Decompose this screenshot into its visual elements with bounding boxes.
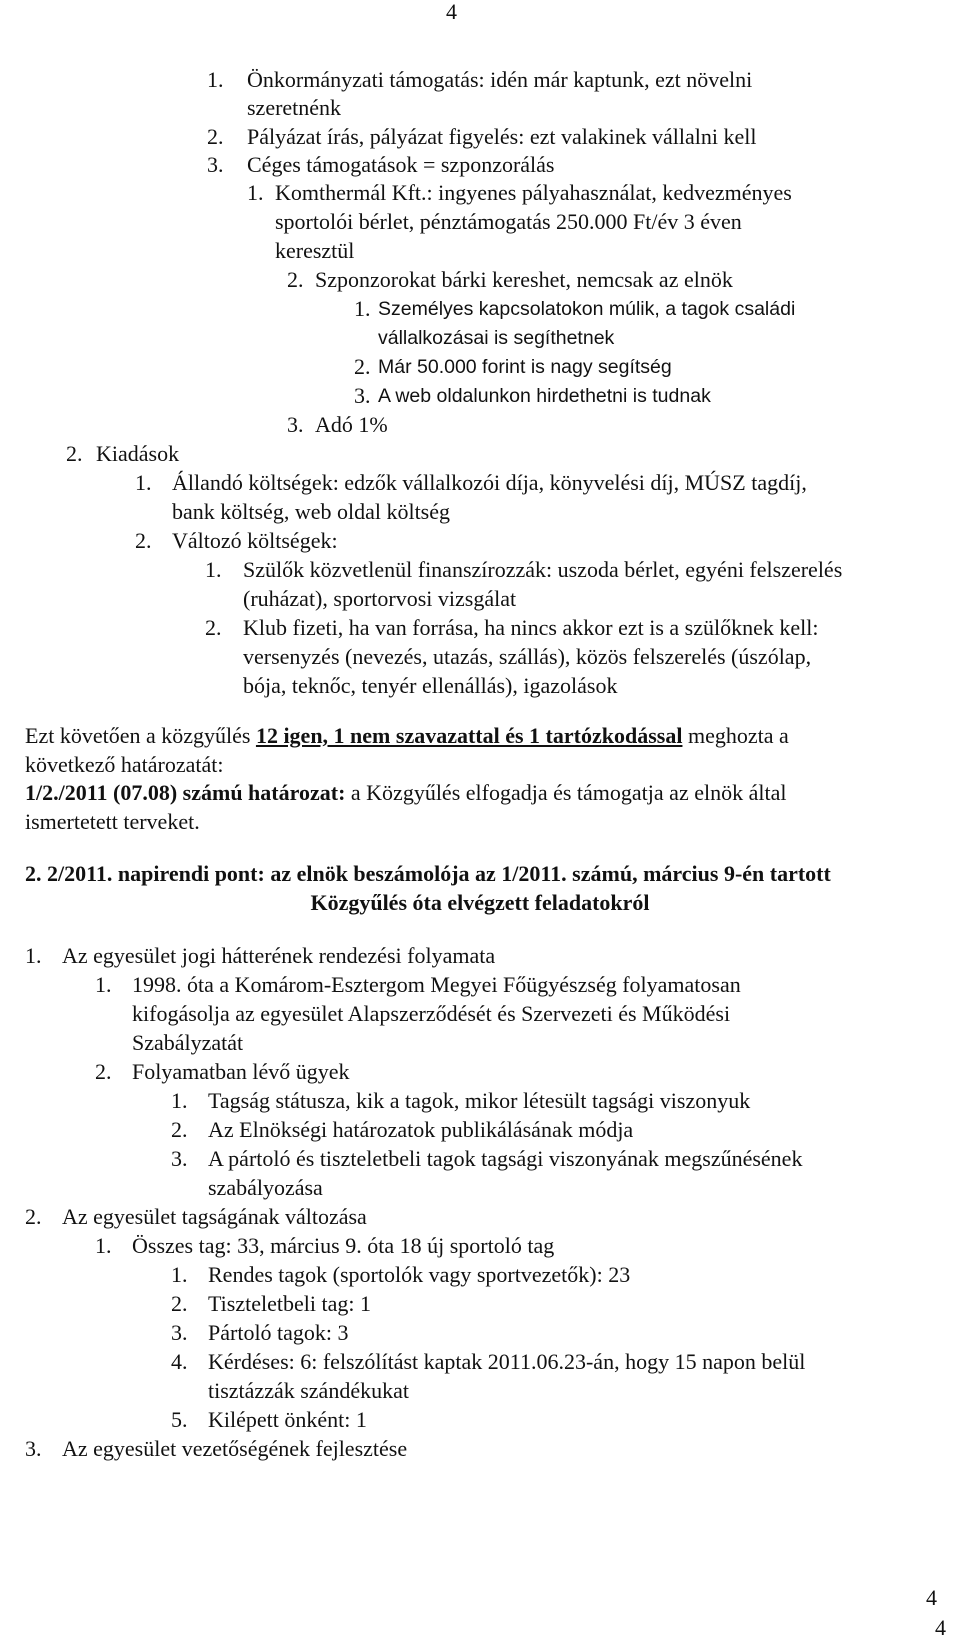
vote-paragraph: Ezt követően a közgyűlés 12 igen, 1 nem szavazattal és 1 tartózkodással meghozta a következő határozatát: <box>25 723 789 777</box>
page-number-footer: 4 <box>935 1615 946 1640</box>
document-page: 4 1. Önkormányzati támogatás: idén már kaptunk, ezt növelni szeretnénk 2. Pályázat írás, pályázat figyelés: ezt valakinek vállalni kell 3. Céges támogatások = szponzorálás 1. Komthermál Kft.: ingyenes pályahasználat, kedvezményes sportolói bérlet, pénztámogatás 250.000 Ft/év 3 éven keresztül 2. Szponzorokat bárki kereshet, nemcsak az elnök 1. Személyes kapcsolatokon múlik, a tagok családi vállalkozásai is segíthetnek 2. Már 50.000 forint is nagy segítség 3. A web oldalunkon hirdethetni is tudnak 3. Adó 1% 2. Kiadások 1. Állandó költségek: edzők vállalkozói díja, könyvelési díj, MÚSZ tagdíj, bank költség, web oldal költség 2. Változó költségek: 1. Szülők közvetlenül finanszírozzák: uszoda bérlet, egyéni felszerelés (ruházat), sportorvosi vizsgálat 2. Klub fizeti, ha van forrása, ha nincs akkor ezt is a szülőknek kell: versenyzés (nevezés, utazás, szállás), közös felszerelés (úszólap, bója, teknőc, tenyér ellenállás), igazolások Ezt követően a közgyűlés 12 igen, 1 nem szavazattal és 1 tartózkodással meghozta a következő határozatát: 1/2./2011 (07.08) számú határozat: a Közgyűlés elfogadja és támogatja az elnök által ismertetett terveket. 2. 2/2011. napirendi pont: az elnök beszámolója az 1/2011. számú, március 9-én tartott Közgyűlés óta elvégzett feladatokról 1. Az egyesület jogi hátterének rendezési folyamata 1. 1998. óta a Komárom-Esztergom Megyei Főügyészség folyamatosan kifogásolja az egyesület Alapszerződését és Szervezeti és Működési Szabályzatát 2. Folyamatban lévő ügyek 1. Tagság státusza, kik a tagok, mikor létesült tagsági viszonyuk 2. Az Elnökségi határozatok publikálásának módja 3. A pártoló és tiszteletbeli tagok tagsági viszonyának megszűnésének szabályozása 2. Az egyesület tagságának változása 1. Összes tag: 33, március 9. óta 18 új sportoló tag 1. Rendes tagok (sportolók vagy sportvezetők): 23 2. Tiszteletbeli tag: 1 3. Pártoló tagok: 3 4. Kérdéses: 6: felszólítást kaptak 2011.06.23-án, hogy 15 napon belül tisztázzák szándékukat 5. Kilépett önként: 1 3. Az egyesület vezetőségének fejlesztése 4 4 <box>0 0 960 1644</box>
page-number-top: 4 <box>446 0 457 24</box>
agenda-heading: 2. 2/2011. napirendi pont: az elnök beszámolója az 1/2011. számú, március 9-én tartott Közgyűlés óta elvégzett feladatokról <box>25 861 831 915</box>
resolution-paragraph: 1/2./2011 (07.08) számú határozat: a Közgyűlés elfogadja és támogatja az elnök által ismertetett terveket. <box>25 780 787 834</box>
page-number-bottom: 4 <box>926 1585 937 1610</box>
